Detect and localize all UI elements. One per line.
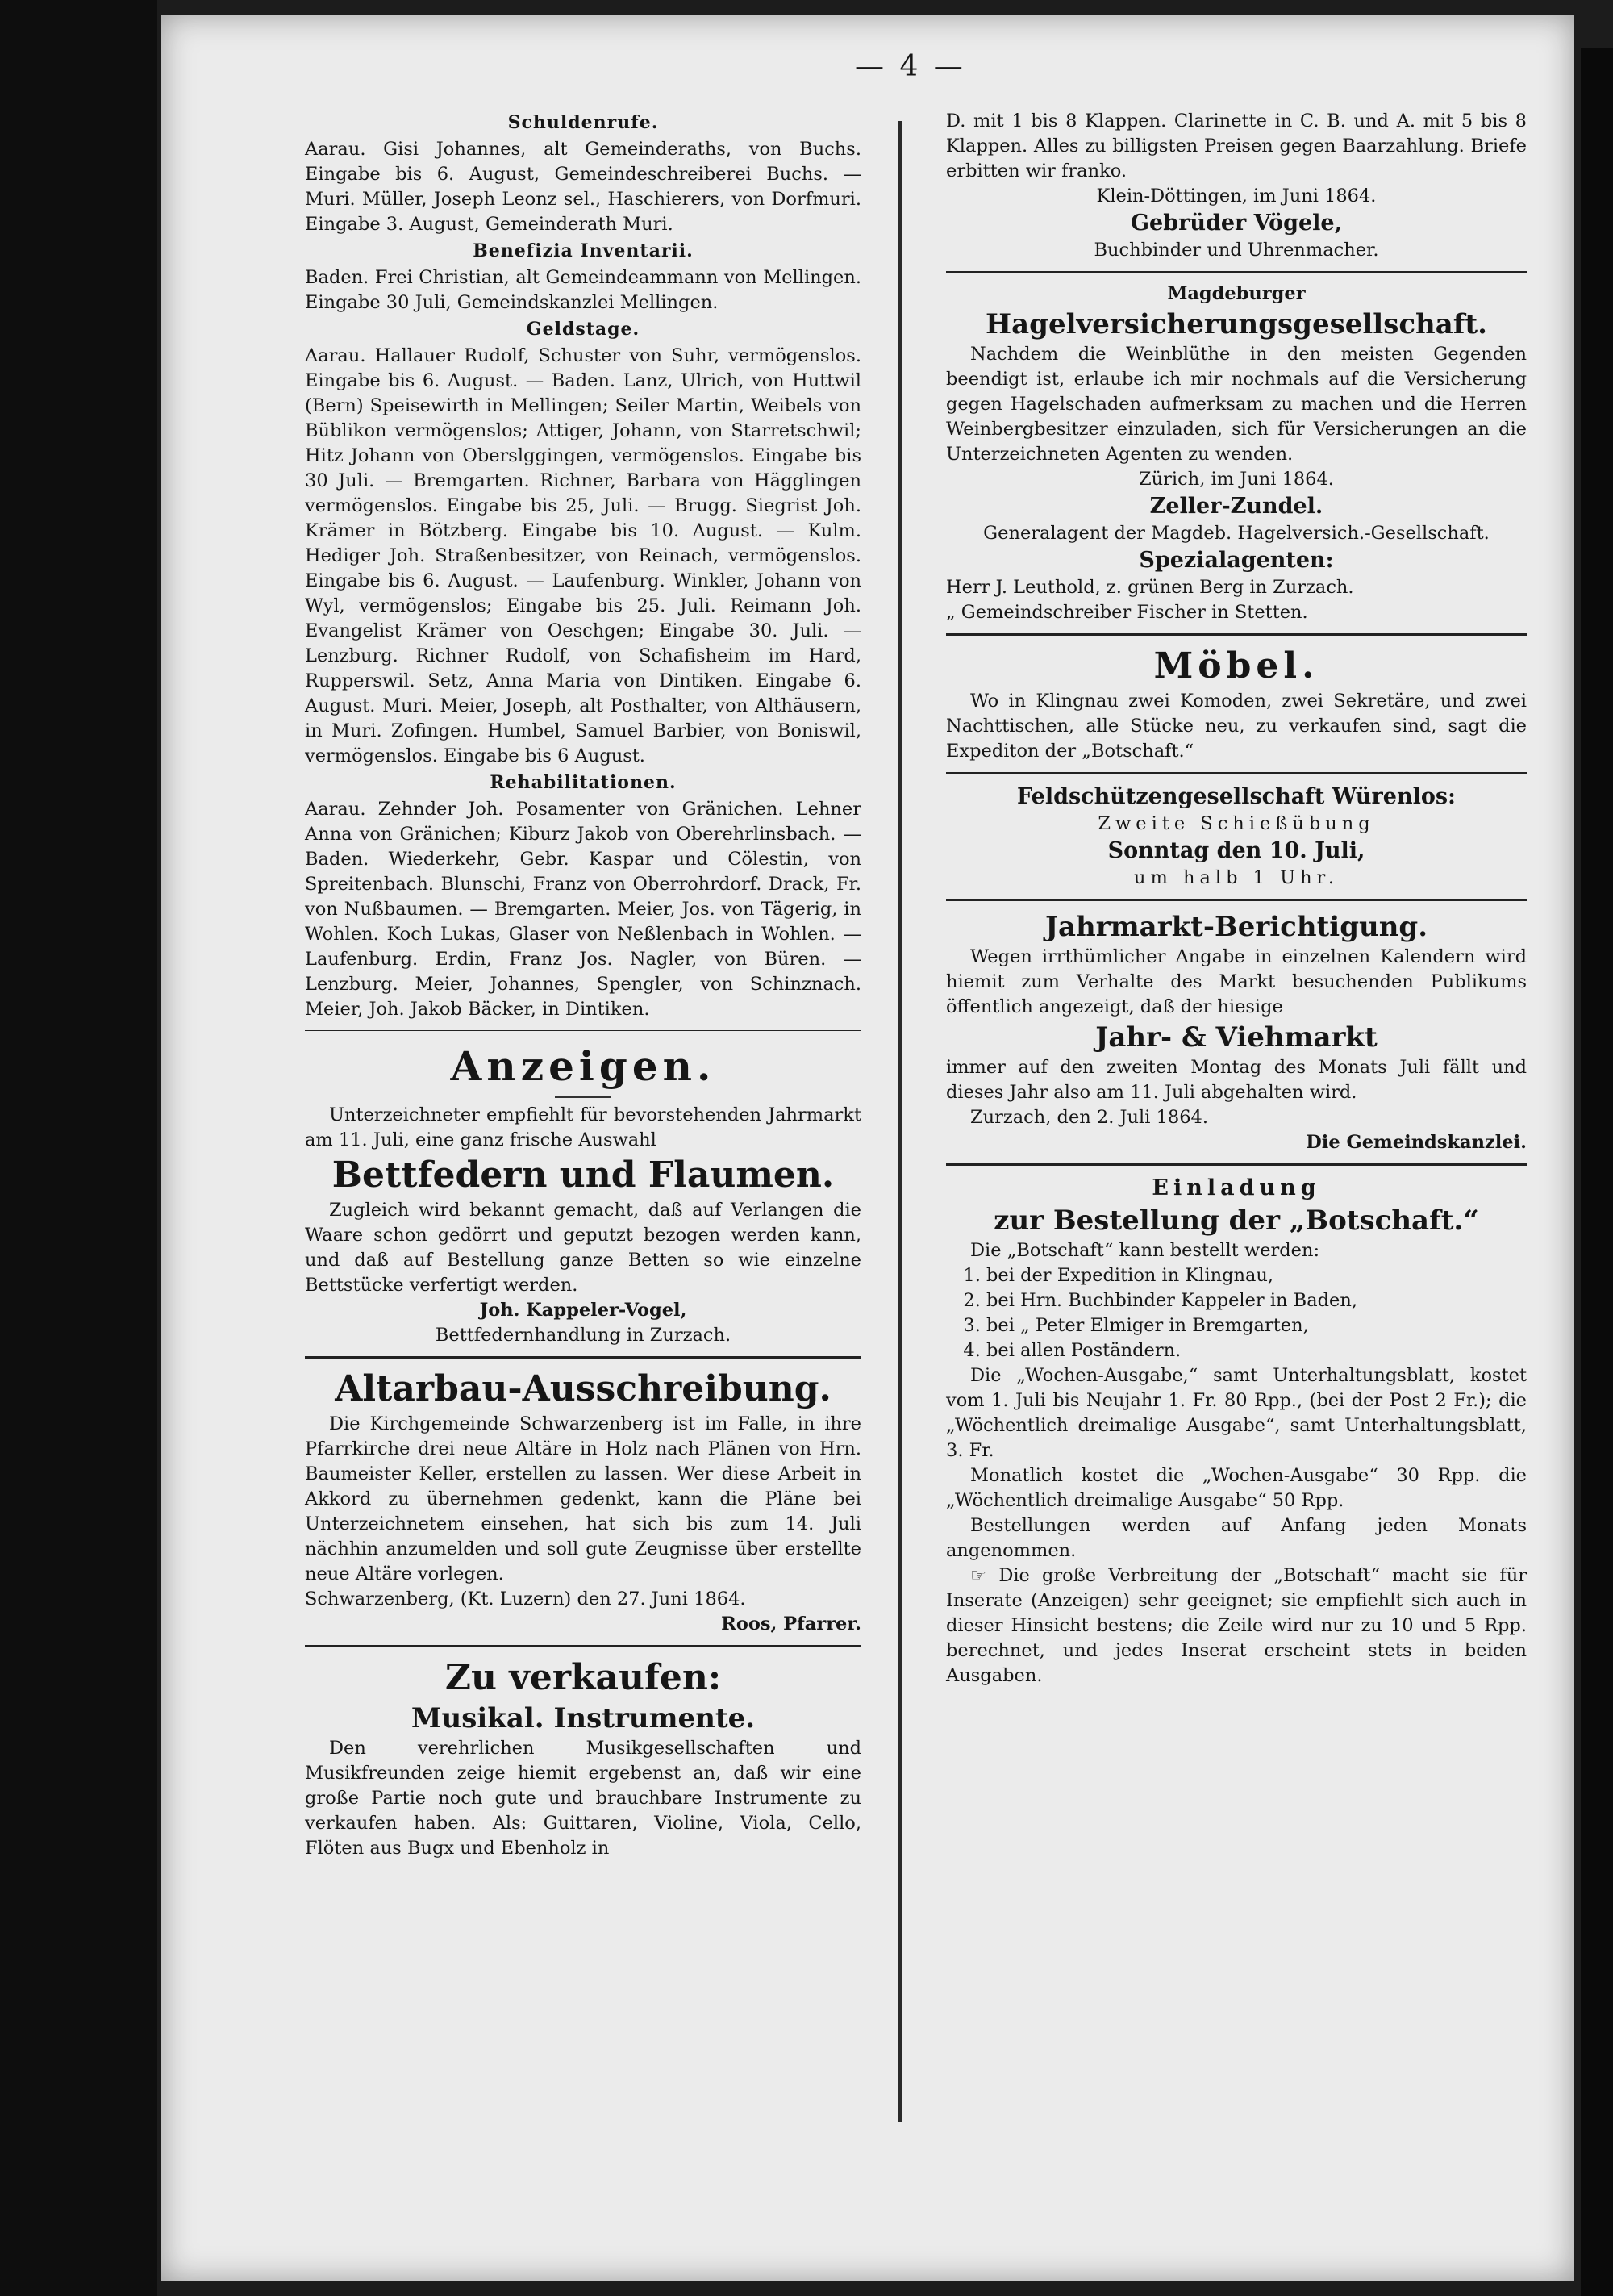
list-item: 2. bei Hrn. Buchbinder Kappeler in Baden, [986, 1288, 1527, 1313]
bettfedern-title: Bettfedern und Flaumen. [331, 1154, 835, 1196]
short-rule [555, 1096, 611, 1098]
schuldenrufe-heading: Schuldenrufe. [507, 112, 659, 133]
instrumente-signature-line2: Buchbinder und Uhrenmacher. [1094, 240, 1379, 261]
section-rule [946, 899, 1527, 901]
hagelversicherung-text: Nachdem die Weinblüthe in den meisten Gegenden beendigt ist, erlaube ich mir nochmals auf die Versicherung gegen Hagelschaden aufmerksam zu machen und die Herren Weinbergbesitzer einzuladen, sich für Versicherungen an die Unterzeichneten Agenten zu wenden. [946, 344, 1527, 465]
instrumente-title: Musikal. Instrumente. [411, 1702, 756, 1735]
anzeigen-heading: Anzeigen. [450, 1042, 716, 1090]
bestellstellen-list [946, 1263, 1527, 1363]
scan-border-right [1581, 48, 1613, 2296]
section-rule [305, 1030, 861, 1033]
altarbau-text: Die Kirchgemeinde Schwarzenberg ist im Falle, in ihre Pfarrkirche drei neue Altäre in Holz nach Plänen von Hrn. Baumeister Keller, erstellen zu lassen. Wer diese Arbeit in Akkord zu übernehmen gedenkt, kann die Pläne bei Unterzeichnetem einsehen, hat sich bis zum 14. Juli nächhin anzumelden und soll gute Zeugnisse über erstellte neue Altäre vorlegen. [305, 1413, 861, 1584]
altarbau-place-date: Schwarzenberg, (Kt. Luzern) den 27. Juni 1864. [305, 1588, 746, 1609]
list-item: 3. bei „ Peter Elmiger in Bremgarten, [986, 1313, 1527, 1338]
schuldenrufe-text: Aarau. Gisi Johannes, alt Gemeinderaths, von Buchs. Eingabe bis 6. August, Gemeindeschreiberei Buchs. — Muri. Müller, Joseph Leonz sel., Haschierers, von Dorfmuri. Eingabe 3. August, Gemeinderath Muri. [305, 139, 861, 235]
einladung-inserate: ☞ Die große Verbreitung der „Botschaft“ macht sie für Inserate (Anzeigen) sehr geeignet; sie empfiehlt sich auch in dieser Hinsicht bestens; die Zeile wird nur zu 10 und 5 Rpp. berechnet, und jedes Inserat erscheint stets in beiden Ausgaben. [946, 1565, 1527, 1686]
page-number: — 4 — [855, 50, 966, 83]
jahrmarkt-text: Wegen irrthümlicher Angabe in einzelnen Kalendern wird hiemit zum Verhalte des Markt besuchenden Publikums öffentlich angezeigt, daß der hiesige [946, 946, 1527, 1017]
section-rule [946, 271, 1527, 273]
viehmarkt-title: Jahr- & Viehmarkt [1095, 1021, 1378, 1054]
moebel-text: Wo in Klingnau zwei Komoden, zwei Sekretäre, und zwei Nachttischen, alle Stücke neu, zu verkaufen sind, sagt die Expediton der „Botschaft.“ [946, 691, 1527, 762]
bettfedern-intro: Unterzeichneter empfiehlt für bevorstehenden Jahrmarkt am 11. Juli, eine ganz frische Auswahl [305, 1104, 861, 1150]
spezialagenten-heading: Spezialagenten: [1139, 548, 1334, 573]
column-divider [898, 121, 902, 2122]
section-rule [946, 633, 1527, 636]
magdeburger-label: Magdeburger [1167, 283, 1306, 304]
jahrmarkt-title: Jahrmarkt-Berichtigung. [1044, 911, 1428, 943]
bettfedern-signature: Joh. Kappeler-Vogel, [479, 1300, 687, 1321]
feldschuetzen-date: Sonntag den 10. Juli, [1107, 838, 1365, 863]
moebel-title: Möbel. [1153, 645, 1319, 687]
feldschuetzen-title: Feldschützengesellschaft Würenlos: [1016, 784, 1457, 809]
einladung-title: zur Bestellung der „Botschaft.“ [994, 1204, 1479, 1237]
geldstage-heading: Geldstage. [526, 319, 640, 340]
section-rule [305, 1645, 861, 1647]
left-column [305, 109, 861, 1861]
einladung-intro: Die „Botschaft“ kann bestellt werden: [970, 1240, 1320, 1261]
instrumente-signature: Gebrüder Vögele, [1130, 211, 1343, 236]
jahrmarkt-text-2: immer auf den zweiten Montag des Monats Juli fällt und dieses Jahr also am 11. Juli abgehalten wird. [946, 1057, 1527, 1103]
bettfedern-signature-line2: Bettfedernhandlung in Zurzach. [435, 1325, 731, 1346]
rehabilitationen-heading: Rehabilitationen. [490, 772, 677, 793]
instrumente-place-date: Klein-Döttingen, im Juni 1864. [1096, 186, 1377, 207]
section-rule [305, 1356, 861, 1359]
benefizia-text: Baden. Frei Christian, alt Gemeindeammann von Mellingen. Eingabe 30 Juli, Gemeindskanzlei Mellingen. [305, 267, 861, 313]
jahrmarkt-signature: Die Gemeindskanzlei. [1306, 1132, 1527, 1153]
list-item: 4. bei allen Poständern. [986, 1338, 1527, 1363]
section-rule [946, 772, 1527, 774]
bettfedern-text: Zugleich wird bekannt gemacht, daß auf Verlangen die Waare schon gedörrt und geputzt bezogen werden kann, und daß auf Bestellung ganze Betten so wie einzelne Bettstücke verfertigt werden. [305, 1200, 861, 1296]
right-column [946, 109, 1527, 1689]
hagelversicherung-signature-line2: Generalagent der Magdeb. Hagelversich.-Gesellschaft. [983, 523, 1490, 544]
altarbau-signature: Roos, Pfarrer. [721, 1613, 861, 1634]
rehabilitationen-text: Aarau. Zehnder Joh. Posamenter von Gränichen. Lehner Anna von Gränichen; Kiburz Jakob von Oberehrlinsbach. — Baden. Wiederkehr, Gebr. Kaspar und Cölestin, von Spreitenbach. Blunschi, Franz von Oberrohrdorf. Drack, Fr. von Nußbaumen. — Bremgarten. Meier, Jos. von Tägerig, in Wohlen. Koch Lukas, Glaser von Neßlenbach in Wohlen. — Laufenburg. Erdin, Franz Jos. Nagler, von Büren. — Lenzburg. Meier, Johannes, Spengler, von Schinznach. Meier, Joh. Jakob Bäcker, in Dintiken. [305, 799, 861, 1020]
hagelversicherung-place-date: Zürich, im Juni 1864. [1139, 469, 1334, 490]
hagelversicherung-signature: Zeller-Zundel. [1149, 494, 1323, 519]
feldschuetzen-time: um halb 1 Uhr. [1134, 867, 1339, 888]
section-rule [946, 1163, 1527, 1166]
spezialagent-1: Herr J. Leuthold, z. grünen Berg in Zurzach. [946, 577, 1354, 598]
altarbau-title: Altarbau-Ausschreibung. [335, 1368, 832, 1409]
list-item: 1. bei der Expedition in Klingnau, [986, 1263, 1527, 1288]
einladung-preise: Die „Wochen-Ausgabe,“ samt Unterhaltungsblatt, kostet vom 1. Juli bis Neujahr 1. Fr. 80 Rpp., (bei der Post 2 Fr.); die „Wöchentlich dreimalige Ausgabe“, samt Unterhaltungsblatt, 3. Fr. [946, 1365, 1527, 1461]
instrumente-continued-text: D. mit 1 bis 8 Klappen. Clarinette in C. B. und A. mit 5 bis 8 Klappen. Alles zu billigsten Preisen gegen Baarzahlung. Briefe erbitten wir franko. [946, 111, 1527, 182]
feldschuetzen-subtitle: Zweite Schießübung [1098, 813, 1375, 834]
scan-border-left [0, 0, 157, 2296]
geldstage-text: Aarau. Hallauer Rudolf, Schuster von Suhr, vermögenslos. Eingabe bis 6. August. — Baden. Lanz, Ulrich, von Huttwil (Bern) Speisewirth in Mellingen; Seiler Martin, Weibels von Büblikon vermögenslos; Attiger, Johann, von Starretschwil; Hitz Johann von Oberslggingen, vermögenslos. Eingabe bis 30 Juli. — Bremgarten. Richner, Barbara von Hägglingen vermögenslos. Eingabe bis 25, Juli. — Brugg. Siegrist Joh. Krämer in Bötzberg. Eingabe bis 10. August. — Kulm. Hediger Joh. Straßenbesitzer, von Reinach, vermögenslos. Eingabe bis 6. August. — Laufenburg. Winkler, Johann von Wyl, vermögenslos; Eingabe bis 25. Juli. Reimann Joh. Evangelist Krämer von Oeschgen; Eingabe 30. Juli. — Lenzburg. Richner Rudolf, von Schafisheim im Hard, Rupperswil. Setz, Anna Maria von Dintiken. Eingabe 6. August. Muri. Meier, Joseph, alt Posthalter, von Althäusern, in Muri. Zofingen. Humbel, Samuel Barbier, von Boniswil, vermögenslos. Eingabe bis 6 August. [305, 345, 861, 766]
hagelversicherung-title: Hagelversicherungsgesellschaft. [986, 308, 1487, 340]
einladung-heading: Einladung [1152, 1175, 1321, 1200]
einladung-bestellungen: Bestellungen werden auf Anfang jeden Monats angenommen. [946, 1515, 1527, 1561]
verkaufen-text: Den verehrlichen Musikgesellschaften und Musikfreunden zeige hiemit ergebenst an, daß wir eine große Partie noch gute und brauchbare Instrumente zu verkaufen haben. Als: Guittaren, Violine, Viola, Cello, Flöten aus Bugx und Ebenholz in [305, 1738, 861, 1859]
benefizia-heading: Benefizia Inventarii. [473, 240, 694, 261]
einladung-monatlich: Monatlich kostet die „Wochen-Ausgabe“ 30 Rpp. die „Wöchentlich dreimalige Ausgabe“ 50 Rpp. [946, 1465, 1527, 1511]
spezialagent-2: „ Gemeindschreiber Fischer in Stetten. [946, 602, 1308, 623]
jahrmarkt-place-date: Zurzach, den 2. Juli 1864. [970, 1107, 1208, 1128]
verkaufen-title: Zu verkaufen: [444, 1657, 722, 1698]
